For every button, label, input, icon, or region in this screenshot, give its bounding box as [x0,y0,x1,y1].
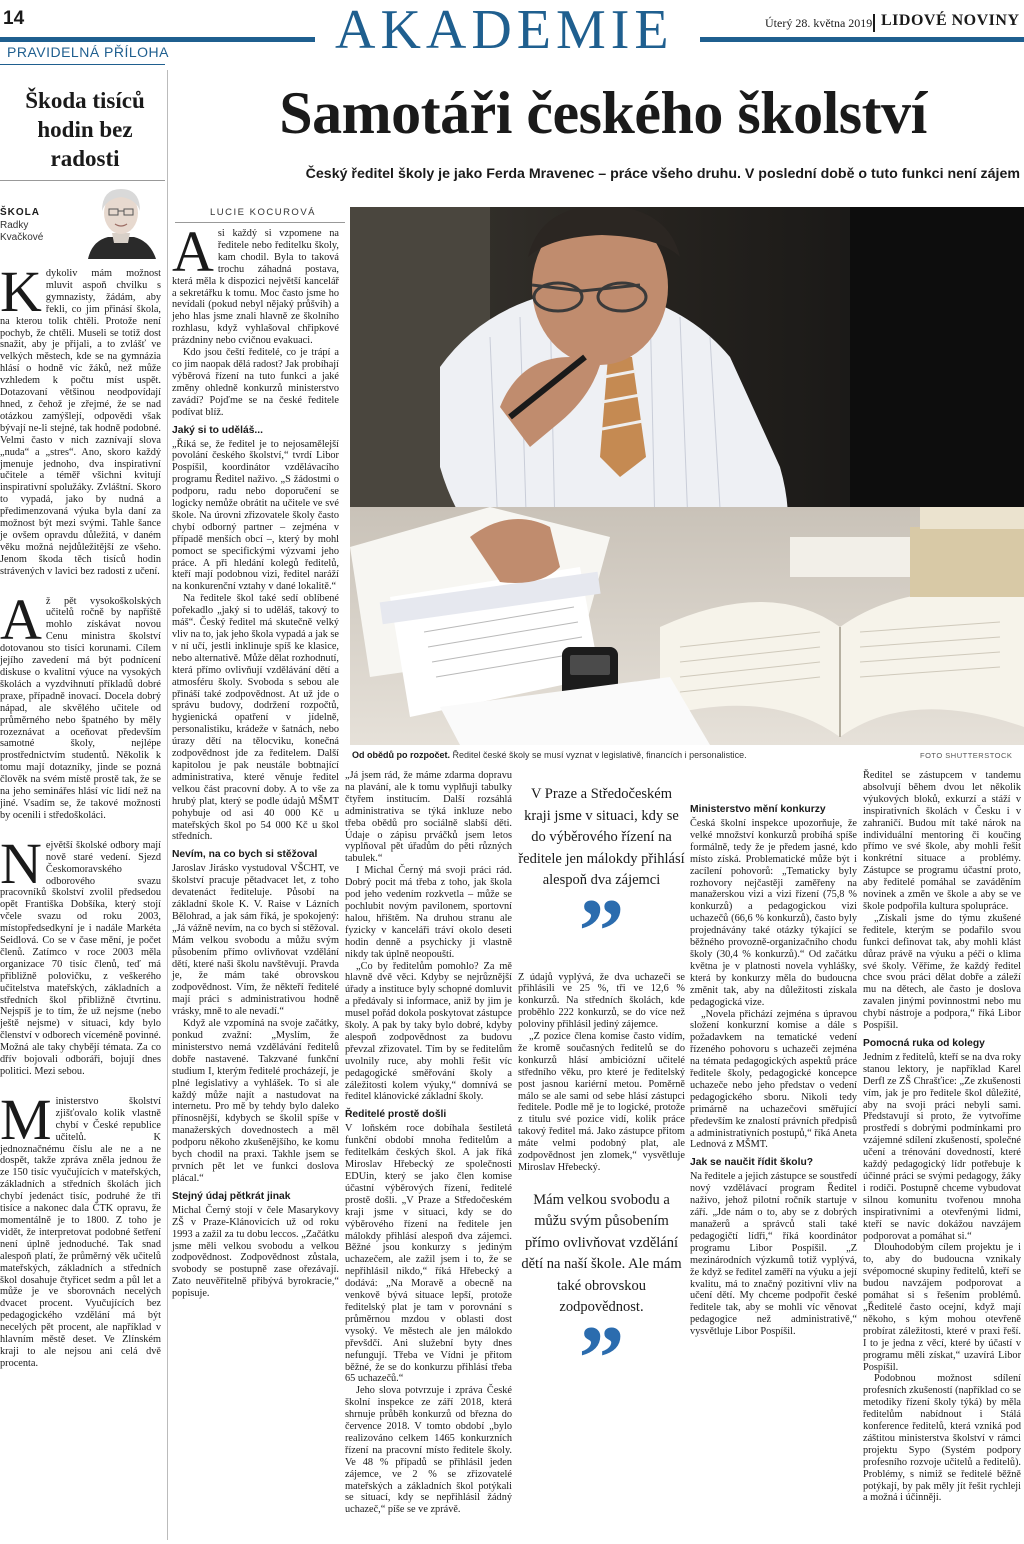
article-col4-sub2-para-2: Ředitel se zástupcem v tandemu absolvují během dvou let několik výukových bloků, exkurzí a stáží v inspirativních školách v Česku i v zahraničí. Budou mít také nárok na individuální mentoring či koučing přímo ve své škole, aby mohli řešit konkrétní situace a problémy. Zástupce se programu účastní proto, aby ředitelé pomáhal se zaváděním novinek a změn ve škole a aby se ve škole podpořila kultura spolupráce. [863,770,1021,912]
article-col2-sub-para-1: V loňském roce dobíhala šestiletá funkční období mnoha ředitelům a ředitelkám českých škol. A jak říká Miroslav Hřebecký ze společnosti EDUin, který se jako člen komise účastní výběrových řízení, ředitelé prostě došli. „V Praze a Středočeském kraji jsme v situaci, kdy se do výběrového řízení na ředitele jen málokdy přihlásí alespoň dva zájemci. Běžné jsou konkurzy s jediným uchazečem, ale zažil jsem i to, že se nepřihlásil nikdo,“ říká Hřebecký a dodává: „Na Moravě a obecně na venkově bývá situace lepší, protože ředitelský plat je tam v porovnání s průměrnou mzdou v oblasti dost vysoký. Ve městech ale jen málokdo převšdčí. Ani služební byty dnes nefungují. Třeba ve Vídni je přitom běžné, že se do konkurzu přihlásí třeba 65 uchazečů.“ [345,1123,512,1385]
article-col4-sub2-para-1: Na ředitele a jejich zástupce se soustředí nový vzdělávací program Ředitel naživo, jehož pilotní ročník startuje v září. „Jde nám o to, aby se z dobrých manažerů a správců stali také pedagogičtí lídři,“ říká koordinátor programu Libor Pospíšil. „Z mezinárodních výzkumů totiž vyplývá, že když se ředitel zaměří na výuku a její kvalitu, má to značný pozitivní vliv na učení dětí. My chceme podpořit české ředitele tak, aby se mohli víc věnovat pedagogice než administrativě,“ vysvětluje Libor Pospíšil. [690,1171,857,1338]
article-col3-para-2: „Z pozice člena komise často vidím, že kromě současných ředitelů se do konkurzů hlásí ambiciózní učitelé středního věku, pro které je ředitelský post jasnou kariérní metou. Poměrně málo se ale sami od sebe hlásí zástupci ředitele. Podle mě je to logické, protože z titulu své pozice vidí, kolik práce takový ředitel má. Jako zástupce přitom máte velmi podobný plat, ale zodpovědnost jen zlomek,“ vysvětluje Miroslav Hřebecký. [518,1031,685,1173]
subheading-5: Ministerstvo mění konkurzy [690,804,826,815]
article-standfirst: Český ředitel školy je jako Ferda Mravenec – práce všeho druhu. V poslední době o tuto funkci není zájem [305,166,1020,182]
article-col4 [690,770,857,1338]
article-col2-para-3: „Co by ředitelům pomohlo? Za mě hlavně dvě věci. Kdyby se nejrůznější úřady a instituce byly schopné domluvit a předávaly si informace, aniž by jim je musel pořád dokola poskytovat zástupce školy. A pak by taky bylo dobré, kdyby alespoň zodpovědnost za budovu převzal zřizovatel. Tím by se ředitelům uvolnily ruce, aby mohli řešit víc pedagogické směřování školy a záležitosti kolem výuky,“ domnívá se ředitel klánovické základní školy. [345,960,512,1103]
column-paragraph-2: Až pět vysokoškolských učitelů ročně by napříště mohlo získávat novou Cenu ministra školství dotovanou sto tisíci korunami. Cílem jejího zavedení má být podnícení diskuse o kvalitní výuce na vysokých školách a vyzdvihnutí příkladů dobré praxe, případně inovací. Docela dobrý nápad, ale skvělého učitele od průměrného nebo špatného by měly rozeznávat a oceňovat především samotné školy, nejlépe prostřednictvím studentů. Několik k tomu mají dotazníky, jinde se pozná člověk na svém místě prostě tak, že se na jeho seminářes hlásí víc lidí než na jiné. Vsadím se, že takové možnosti by ocenili i středoškoláci. [0,586,161,821]
column-paragraph-4: Ministerstvo školství zjišťovalo kolik vlastně chybí v České republice učitelů. K jednoznačnému číslu ale ne a ne dospět, takže zpráva zněla jednou že ze 150 tisíc vyučujících v mateřských, základních a středních školách jich chybí jedenáct tisíc, podruhé že tři tisíce a nakonec dala ČTK opravu, že momentálně je to 1800. Z toho je vidět, že interpretovat podobné šetření není úplně jednoduché. Tak snad alespoň platí, že průměrný věk učitelů mateřských, základních a středních škol dosahuje čtyřicet sedm a půl let a může je ve sborovnách necelých dvacet procent. Vyučujících bez pedagogického vzdělání má být necelých pět procent, ale například v hlavním městě deset. Ve Zlínském kraji to ale nejsou ani celá dvě procenta. [0,1086,161,1369]
column-rule [0,180,165,181]
column-author-line1: Radky [0,220,29,231]
column-author-line2: Kvačkové [0,232,44,243]
column-paragraph-3: Největší školské odbory mají nově staré vedení. Sjezd Českomoravského odborového svazu pracovníků školství zvolil předsedou opět Františka Dobšíka, který stojí včele svazu od roku 2003, místopředsedkyní je i nadále Markéta Seidlová. Co se v čase mění, je počet členů. Zatímco v roce 2003 měla organizace 70 tisíc členů, teď má přibližně polovičku, z veškerého učitelstva mateřských, základních a středních škol přibližně čtvrtinu. Nejspíš je to tím, že už nejsme (nebo ještě nejsme) v situaci, kdy bylo členství v odborech víceméně povinné. Možná ale taky chybějí témata. Za co dřív bojovali odboráři, bojují dnes politici. Mezi sebou. [0,830,161,1077]
article-sub3-para-1: Michal Černý stojí v čele Masarykovy ZŠ v Praze-Klánovicích už od roku 1993 a zažil za tu dobu leccos. „Začátku jsme měli velkou svobodu a velkou zodpovědnost. Zodpovědnost zůstala, svobody se postupně zase ořezávají. Zato neuvěřitelně přibývá byrokracie,“ popisuje. [172,1204,339,1300]
article-col2-para-1: „Já jsem rád, že máme zdarma dopravu na plavání, ale k tomu vyplňuji tabulky čtyřem institucím. Další rozsáhlá administrativa se týká inkluze nebo třeba obědů pro sociálně slabší děti. Údaje o zápisu prváčků jsem letos vyplňoval pět úřadům do pěti různých tabulek.“ [345,770,512,865]
section-label: PRAVIDELNÁ PŘÍLOHA [7,44,170,60]
photo-caption-bold: Od obědů po rozpočet. [352,750,450,760]
quote-mark-1: ” [578,879,625,982]
article-sub1-para-2: Na ředitele škol také sedí oblíbené pořekadlo „jaký si to uděláš, takový to máš“. Český ředitel má skutečně velký vliv na to, jak jeho škola vypadá a jak se v ní učí, jestli inklinuje spíš ke klasice, nebo alternativě. Může dělat rozhodnutí, která přímo ovlivňují vzdělávání dětí a atmosféru školy. Svoboda s sebou ale přináší také zodpovědnost. At už jde o správu budovy, dodržení rozpočtů, hygienická opatření v jídelně, personalistiku, krádeže v šatnách, nebo úrazy dětí na tělocviku, konečná zodpovědnost jde za ředitelem. Další kapitolou je pak neustále bobtnající administrativa, které věnuje ředitel velkou část pracovní doby. A to vše za hrubý plat, který se podle údajů MŠMT pohybuje od asi 40 000 Kč u mateřských škol po 54 000 Kč u škol středních. [172,593,339,843]
article-photo [350,207,1024,745]
article-author: LUCIE KOCUROVÁ [210,207,316,218]
subheading-1: Jaký si to uděláš... [172,424,263,436]
header-rule-right [700,37,1024,42]
article-intro-1: Asi každý si vzpomene na ředitele nebo ředitelku školy, kam chodil. Byla to taková trochu záhadná postava, která měla k dispozici největší kancelář a sekretářku k tomu. Moc často jsme ho nevídali (pokud nebyl nějaký průšvih) a jeho hlas jsme znali hlavně ze školního rozhlasu, když vyhlašoval chřipkové prázdniny nebo cvičnou evakuaci. [172,219,339,347]
pull-quote-1: V Praze a Středočeském kraji jsme v situaci, kdy se do výběrového řízení na ředitele jen málokdy přihlásí alespoň dva zájemci [518,786,685,888]
article-col2 [345,770,512,1516]
article-col3 [518,770,685,1409]
header-divider [873,14,875,32]
article-col4-sub2-para-3: „Získali jsme do týmu zkušené ředitele, kterým se podařilo svou funkci definovat tak, aby mohli klást důraz právě na výuku a péči o klima své školy. Věříme, že každý ředitel chce svou práci dělat dobře a záleží mu na dětech, ale často je doslova zavalen jinými povinnostmi nebo mu chybí nástroje a podpora,“ říká Libor Pospíšil. [863,912,1021,1032]
subheading-7: Pomocná ruka od kolegy [863,1037,985,1049]
pull-quote-2: Mám velkou svobodu a můžu svým působením přímo ovlivňovat vzdělání dětí na naší škole. Ale mám také obrovskou zodpovědnost. [521,1191,682,1316]
column-divider [167,70,168,1540]
article-sub2-para-2: Když ale vzpomíná na svoje začátky, ponkud zvažní: „Myslím, že ministerstvo nemá vzdělávání ředitelů dobře nastavené. Takzvané funkční studium I, kterým ředitelé procházejí, je plné legislativy a vyhlášek. To si ale každý může najít a nastudovat na internetu. Pro mě by tehdy bylo daleko přínosnější, kdybych se školil spíše v manažerských dovednostech a měl podporu někoho zkušenějšího, ke komu bych chodil na praxi. Takhle jsem se prvních pět let ve funkci doslova plácal.“ [172,1018,339,1184]
photo-caption-text: Ředitel české školy se musí vyznat v legislativě, financích i personalistice. [452,750,747,760]
subheading-2: Nevím, na co bych si stěžoval [172,849,318,861]
page-number: 14 [3,8,25,29]
article-col1 [172,219,339,1300]
article-headline: Samotáři českého školství [279,80,927,146]
article-col2-sub-para-2: Jeho slova potvrzuje i zpráva České školní inspekce ze září 2018, která shrnuje průběh konkurzů od března do července 2018. V tomto období „bylo realizováno celkem 1465 konkurzních řízení na pracovní místo ředitele školy. Ve 48 % případů se přihlásil jeden zájemce, ve 2 % se zřizovatelé mateřských a základních škol potýkali se situací, kdy se nepřihlásil žádný uchazeč,“ píše se ve zprávě. [345,1385,512,1516]
article-col5 [863,770,1021,1504]
issue-date: Úterý 28. května 2019 [765,16,873,30]
article-col4-sub1-para-1: Česká školní inspekce upozorňuje, že velké množství konkurzů probíhá spíše formálně, tedy že je předem jasné, kdo místo získá. Problematické může být i zacílení pohovorů: „Tematicky byly rozhovory nejčastěji zaměřeny na manažerskou vizi a vizi řízení (75,8 % konkurzů) a pedagogickou vizi uchazečů (66,6 % konkurzů), často byly projednávány také otázky týkající se běžného provozně-organizačního chodu školy (30,4 % konkurzů).“ Od začátku května je v platnosti novela vyhlášky, která by konkurzy měla do budoucna změnit tak, aby na důležitosti získala pedagogická vize. [690,818,857,1008]
photo-caption [352,750,912,760]
section-title: AKADEMIE [335,0,674,61]
article-col2-para-2: I Michal Černý má svoji práci rád. Dobrý pocit má třeba z toho, jak škola pod jeho vedením rozkvetla – může se pochlubit novým pavilonem, sportovní halou, hřištěm. Na druhou stranu ale fyzicky v kanceláři tráví okolo deseti hodin denně a psychicky ji vlastně nikdy tak úplně neopouští. [345,865,512,960]
article-intro-2: Kdo jsou čeští ředitelé, co je trápí a co jim naopak dělá radost? Jak probíhají výběrová řízení na tuto funkci a jaké změny ohledně konkurzů ministerstvo zavádí? Pojďme se na české ředitele podívat blíž. [172,347,339,418]
photo-credit: FOTO SHUTTERSTOCK [920,751,1013,760]
column-paragraph-1: Kdykoliv mám možnost mluvit aspoň chvilku s gymnazisty, žádám, aby řekli, co jim přinásí škola, na kterou tolik chtěli. Protože není pochyb, že chtěli. Museli se totiž dost snažit, aby je přijali, a to zvlášť ve velkých městech, kde se na gymnázia hlásí o hodně víc žáků, než může vzhledem k počtu míst uspět. Dotazovaní většinou neodpovídají hned, z čehož je zřejmé, že se nad otázkou zamýšlejí, odpovědi však bývají ne-li stejné, tak hodně podobné. Velmi často v nich zaznívají slova „nuda“ a „stres“. Ano, skoro každý jmenuje jednoho, dva inspirativní učitele a téměř všichni kvitují inspirativní spolužáky. Zvláštní. Skoro to vypadá, jako by nudná a předimenzovaná výuka byla daní za možnost být mezi svými. Tahle šance je ovšem opravdu důležitá, v daném věku možná nejdůležitější ze všeho. Jenom škoda těch tisíců hodin strávených v lavici bez radosti z učení. [0,259,161,577]
author-portrait [78,183,164,259]
article-sub2-para-1: Jaroslav Jirásko vystudoval VŠCHT, ve školství pracuje pětadvacet let, z toho devatenáct řediteluje. Působí na základní škole K. V. Raise v Lázních Bělohrad, a jak sám říká, je spokojený: „Já vážně nevím, na co bych si stěžoval. Mám velkou svobodu a můžu svým působením přímo ovlivňovat vzdělání dětí, které naši školu navštěvují. Pravda je, že mám také obrovskou zodpovědnost. Vím, že někteří ředitelé mají práci s administrativou hodně vrásky, mně to ale nevadí.“ [172,863,339,1018]
column-title: Škoda tisíců hodin bez radosti [25,88,145,171]
article-col3-para-1: Z údajů vyplývá, že dva uchazeči se přihlásili ve 25 %, tři ve 12,6 % konkurzů. Na středních školách, kde proběhlo 222 konkurzů, se do více než poloviny přihlásil jediný zájemce. [518,971,685,1031]
article-col4-sub3-para-1: Jedním z ředitelů, kteří se na dva roky stanou lektory, je například Karel Derfl ze ZŠ Chrašťice: „Ze zkušenosti vím, jak je pro ředitele škol důležité, aby na svoji práci nebyli sami. Představují si proto, že vytvoříme prostředí s dobrými podmínkami pro vzájemné sdílení zkušeností, společné učení a trénování dovedností, které každý pedagogický lídr potřebuje k účinné práci se svými pedagogy, žáky i rodiči. Postupně chceme vybudovat silnou komunitu tvořenou mnoha inspirativními a otevřenými lidmi, kteří se navíc dokážou navzájem podporovat a pomáhat si.“ [863,1051,1021,1242]
quote-mark-2: ” [578,1306,625,1409]
subheading-3: Stejný údaj pětkrát jinak [172,1190,291,1202]
article-col4-sub1-para-2: „Novela přichází zejména s úpravou složení konkurzní komise a dále s požadavkem na tematické vedení řízeného pohovoru s uchazeči zejména na témata pedagogických aspektů práce ředitele školy, pedagogické koncepce uchazeče nebo jeho představ o vedení pedagogického sboru. Nikoli tedy primárně na uchazečovi směřující především ke znalostí právních předpisů a administrativních postupů,“ říká Aneta Lednová z MŠMT. [690,1008,857,1151]
paper-name: LIDOVÉ NOVINY [881,12,1020,29]
subheading-4: Ředitelé prostě došli [345,1109,447,1121]
column-rubric: ŠKOLA [0,207,40,218]
subheading-6: Jak se naučit řídit školu? [690,1157,814,1169]
column-body [0,259,161,1370]
header-rule-left [0,37,315,42]
article-sub1-para-1: „Říká se, že ředitel je to nejosamělejší povolání českého školství,“ tvrdí Libor Pospíšil, koordinátor vzdělávacího programu Ředitel naživo. „S žádostmi o podporu, radu nebo doporučení se logicky nemůže obrátit na učitele ve své škole. Na úrovni zřizovatele školy často chybí odborný partner – zejména v případě menších obcí –, který by mohl pomoct se specifickými výzvami jeho práce. A při hledání kolegů ředitelů, kteří mají podobnou vizi, ředitel naráží na konkurenční vztahy v dané lokalitě.“ [172,438,339,593]
article-col4-sub3-para-2: Dlouhodobým cílem projektu je i to, aby do budoucna vznikaly svépomocné skupiny ředitelů, kteří se budou navzájem podporovat a pomáhat si s řešením problémů. „Ředitelé často ocejní, když mají někoho, s kým mohou otevřeně probírat záležitosti, které v praxi řeší. I to je jedna z věcí, které by účastí v programu měli získat,“ uzavírá Libor Pospíšil. [863,1242,1021,1373]
column-author [0,220,43,244]
section-label-rule [0,64,165,65]
article-col4-sub3-para-3: Podobnou možnost sdílení profesních zkušeností (například co se metodiky řízení školy týká) by měla ředitelům nabídnout i Stálá konference ředitelů, která vzniká pod záštitou ministerstva školství v rámci projektu Sypo (Systém podpory profesního rozvoje učitelů a ředitelů). Problémy, s nimiž se ředitelé běžně potýkají, by pak měly jít řešit rychleji a možná i účinněji. [863,1373,1021,1504]
